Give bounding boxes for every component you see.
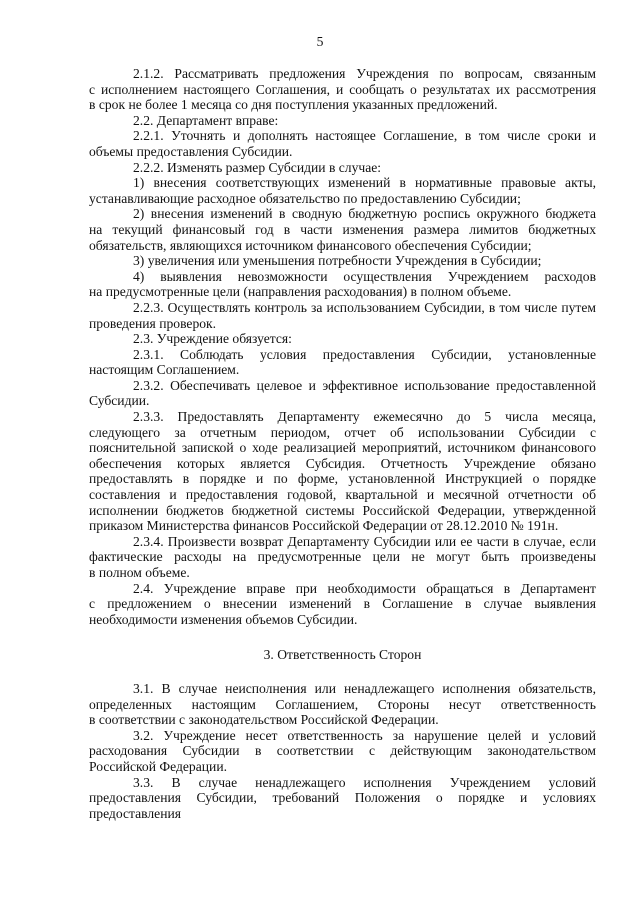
text-line: проведения проверок. (89, 315, 217, 331)
section-3-paragraphs (89, 681, 596, 821)
text-line: на предусмотренные цели (направления расходования) в полном объеме. (89, 284, 512, 300)
text-line: пояснительной запиской о ходе реализацией мероприятий, источником финансового (89, 440, 596, 456)
text-line: 2.2.1. Уточнять и дополнять настоящее Соглашение, в том числе сроки и (133, 128, 596, 144)
text-line: 2.2.2. Изменять размер Субсидии в случае: (133, 159, 382, 175)
text-line: предоставления Субсидии, требований Положения о порядке и условиях (89, 790, 596, 806)
text-line: 2.3.3. Предоставлять Департаменту ежемесячно до 5 числа месяца, (133, 409, 596, 425)
text-line: 1) внесения соответствующих изменений в нормативные правовые акты, (133, 175, 596, 191)
text-line: обеспечения которых является Субсидия. Отчетность Учреждение обязано (89, 455, 596, 471)
text-line: 3.1. В случае неисполнения или ненадлежащего исполнения обязательств, (133, 680, 596, 696)
text-line: 2.3.4. Произвести возврат Департаменту Субсидии или ее части в случае, если (133, 533, 596, 549)
paragraph (89, 728, 596, 775)
text-line: в срок не более 1 месяца со дня поступления указанных предложений. (89, 97, 498, 113)
text-line: 3.3. В случае ненадлежащего исполнения Учреждением условий (133, 774, 596, 790)
paragraph (89, 300, 596, 331)
text-line: 4) выявления невозможности осуществления Учреждением расходов (133, 268, 596, 284)
text-line: 2.2.3. Осуществлять контроль за использованием Субсидии, в том числе путем (133, 299, 596, 315)
text-line: настоящим Соглашением. (89, 362, 240, 378)
paragraph (89, 113, 596, 129)
paragraph (89, 378, 596, 409)
text-line: фактические расходы на предусмотренные цели не могут быть произведены (89, 549, 596, 565)
paragraph (89, 66, 596, 113)
paragraph (89, 206, 596, 253)
text-line: предоставлять в порядке и по форме, установленной Инструкцией о порядке (89, 471, 596, 487)
paragraph (89, 534, 596, 581)
text-line: 3.2. Учреждение несет ответственность за нарушение целей и условий (133, 727, 596, 743)
text-line: с предложением о внесении изменений в Соглашение в случае выявления (89, 596, 596, 612)
text-line: 2.3.1. Соблюдать условия предоставления Субсидии, установленные (133, 346, 596, 362)
text-line: 2.3. Учреждение обязуется: (133, 331, 292, 347)
paragraph (89, 269, 596, 300)
text-line: 2.3.2. Обеспечивать целевое и эффективное использование предоставленной (133, 377, 596, 393)
text-line: необходимости изменения объемов Субсидии. (89, 611, 358, 627)
text-line: составления и предоставления годовой, квартальной и месячной отчетности об (89, 487, 596, 503)
paragraph (89, 681, 596, 728)
text-line: исполнении бюджетов бюджетной системы Российской Федерации, утвержденной (89, 502, 596, 518)
text-line: приказом Министерства финансов Российской Федерации от 28.12.2010 № 191н. (89, 518, 559, 534)
text-line: 3) увеличения или уменьшения потребности Учреждения в Субсидии; (133, 253, 542, 269)
text-line: на текущий финансовый год в части изменения размера лимитов бюджетных (89, 221, 596, 237)
page-number: 5 (316, 34, 324, 49)
text-line: предоставления (89, 805, 182, 821)
text-line: обязательств, являющихся источником финансового обеспечения Субсидии; (89, 237, 532, 253)
text-line: в соответствии с законодательством Российской Федерации. (89, 712, 439, 728)
text-line: Российской Федерации. (89, 758, 227, 774)
paragraph (89, 581, 596, 628)
paragraph (89, 331, 596, 347)
paragraph (89, 775, 596, 822)
text-line: объемы предоставления Субсидии. (89, 143, 293, 159)
paragraph (89, 253, 596, 269)
text-line: следующего за отчетным периодом, отчет об использовании Субсидии с (89, 424, 596, 440)
text-line: устанавливающие расходное обязательство по предоставлению Субсидии; (89, 190, 521, 206)
text-line: 2.4. Учреждение вправе при необходимости обращаться в Департамент (133, 580, 596, 596)
text-line: Субсидии. (89, 393, 150, 409)
text-line: 2.2. Департамент вправе: (133, 112, 279, 128)
document-body (89, 66, 596, 821)
text-line: 2) внесения изменений в сводную бюджетную роспись окружного бюджета (133, 206, 596, 222)
paragraph (89, 409, 596, 534)
text-line: 2.1.2. Рассматривать предложения Учреждения по вопросам, связанным (133, 66, 596, 81)
text-line: в полном объеме. (89, 565, 190, 580)
section-2-paragraphs (89, 66, 596, 627)
text-line: с исполнением настоящего Соглашения, и сообщать о результатах их рассмотрения (89, 81, 596, 97)
paragraph (89, 128, 596, 159)
text-line: расходования Субсидии в соответствии с действующим законодательством (89, 743, 596, 759)
paragraph (89, 347, 596, 378)
section-title: 3. Ответственность Сторон (263, 647, 422, 663)
paragraph (89, 160, 596, 176)
text-line: определенных настоящим Соглашением, Стороны несут ответственность (89, 696, 596, 712)
paragraph (89, 175, 596, 206)
